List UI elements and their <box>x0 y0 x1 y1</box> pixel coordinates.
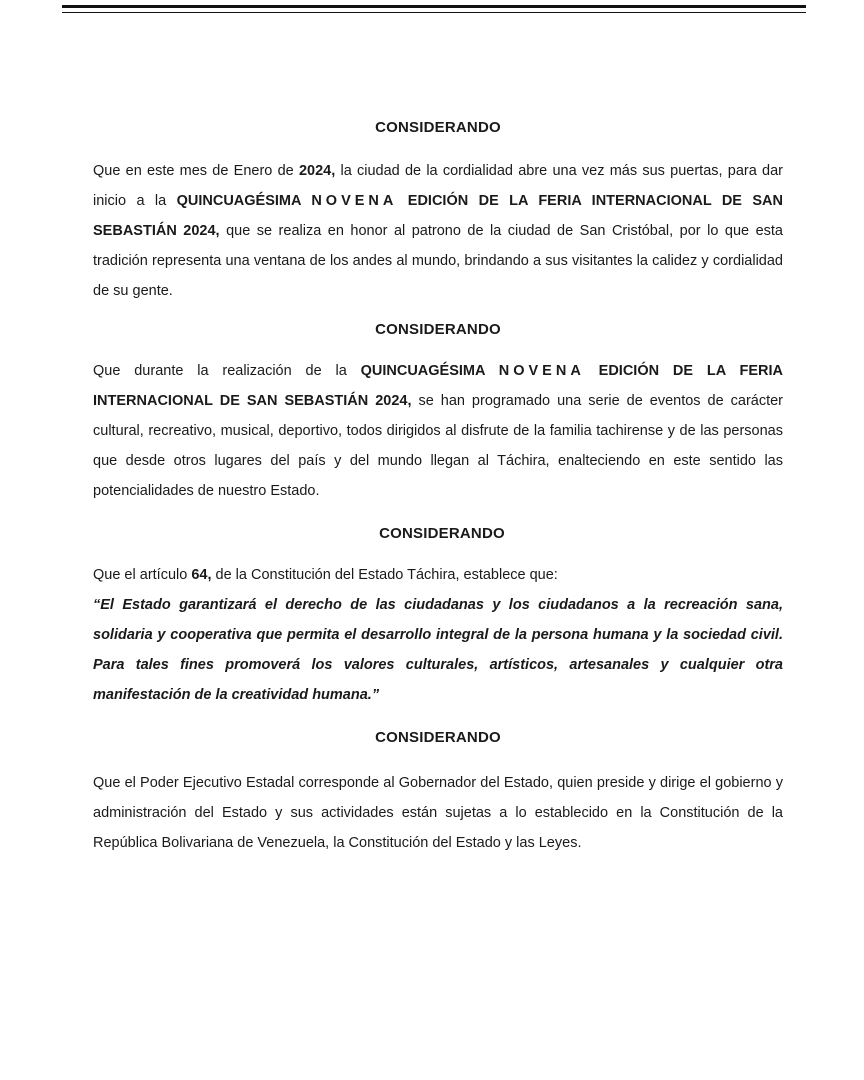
considerando-paragraph-3 <box>93 560 783 710</box>
considerando-heading-2: CONSIDERANDO <box>375 321 501 338</box>
p2-event-title-2: NOVENA <box>498 363 585 379</box>
p1-text-3: que se realiza en honor al patrono de la ciudad de San Cristóbal, por lo que esta tradición representa una ventana de los andes al mundo, brindando a sus visitantes la calidez y cordialidad de su gente. <box>93 223 783 299</box>
considerando-heading-3: CONSIDERANDO <box>379 525 505 542</box>
p2-event-title-1: QUINCUAGÉSIMA <box>360 363 499 379</box>
p3-article-number: 64, <box>191 567 212 583</box>
p1-year: 2024, <box>298 163 336 179</box>
p1-event-title-1: QUINCUAGÉSIMA <box>176 193 312 209</box>
p1-text-2: la ciudad de la cordialidad abre una vez más sus puertas, para dar inicio a la <box>93 163 783 209</box>
p2-event-title-3: EDICIÓN DE LA FERIA INTERNACIONAL DE SAN SEBASTIÁN 2024, <box>93 363 783 409</box>
p2-text-1: Que durante la realización de la <box>93 363 361 379</box>
p1-event-title-2: NOVENA <box>311 193 398 209</box>
document-page <box>93 112 783 858</box>
p3-text-2: de la Constitución del Estado Táchira, establece que: <box>211 567 558 583</box>
p1-event-title-3: EDICIÓN DE LA FERIA INTERNACIONAL DE SAN SEBASTIÁN 2024, <box>93 193 783 239</box>
top-rule <box>62 5 806 13</box>
considerando-heading-1: CONSIDERANDO <box>375 119 501 136</box>
p1-text-1: Que en este mes de Enero de <box>93 163 299 179</box>
p2-text-2: se han programado una serie de eventos de carácter cultural, recreativo, musical, deportivo, todos dirigidos al disfrute de la familia tachirense y de las personas que desde otros lugares del país y del mundo llegan al Táchira, enalteciendo en este sentido las potencialidades de nuestro Estado. <box>93 393 784 499</box>
p4-text-1: Que el Poder Ejecutivo Estadal corresponde al Gobernador del Estado, quien preside y dirige el gobierno y administración del Estado y sus actividades están sujetas a lo establecido en la Constitución de la República Bolivariana de Venezuela, la Constitución del Estado y las Leyes. <box>93 775 783 851</box>
p3-quote: “El Estado garantizará el derecho de las ciudadanas y los ciudadanos a la recreación sana, solidaria y cooperativa que permita el desarrollo integral de la persona humana y la sociedad civil. Para tales fines promoverá los valores culturales, artísticos, artesanales y cualquier otra manifestación de la creatividad humana.” <box>93 597 783 703</box>
considerando-paragraph-4 <box>93 768 783 858</box>
p3-text-1: Que el artículo <box>93 567 192 583</box>
considerando-paragraph-2 <box>93 356 783 506</box>
considerando-heading-4: CONSIDERANDO <box>375 729 501 746</box>
considerando-paragraph-1 <box>93 156 783 306</box>
